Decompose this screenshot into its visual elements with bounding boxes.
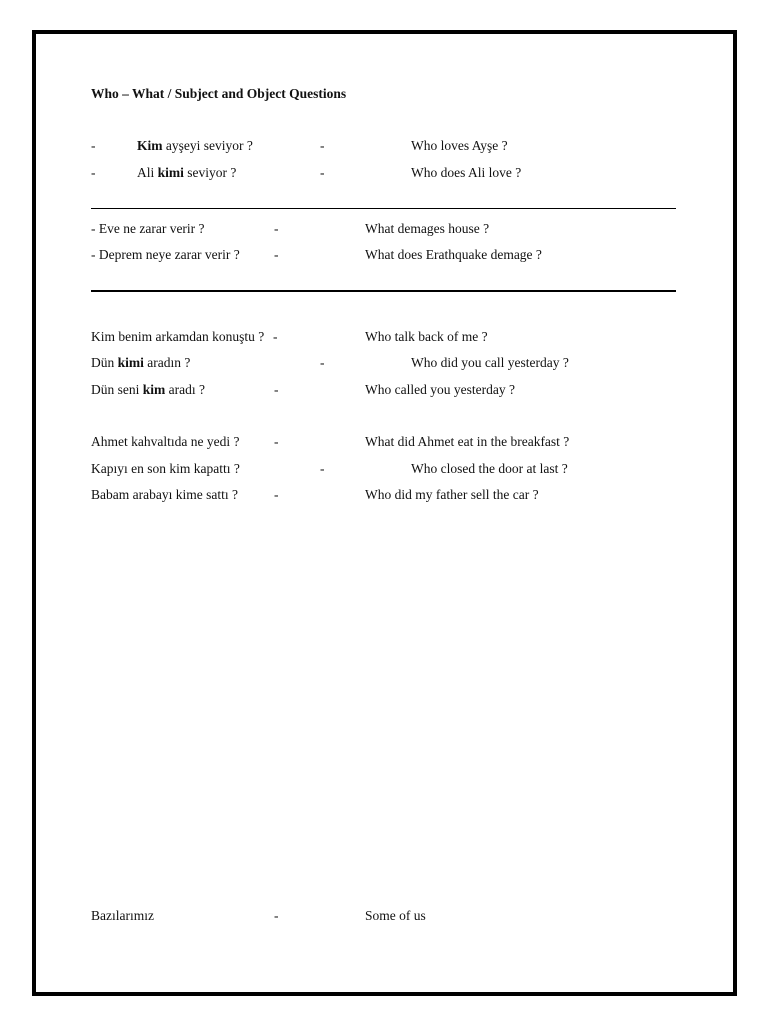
page-title: Who – What / Subject and Object Questions bbox=[91, 86, 347, 101]
sentence-row bbox=[0, 247, 768, 265]
sentence-row bbox=[0, 165, 768, 183]
sentence-row bbox=[0, 138, 768, 156]
english-sentence: What demages house ? bbox=[365, 221, 490, 236]
turkish-sentence: - Eve ne zarar verir ? bbox=[91, 221, 205, 236]
turkish-sentence: Bazılarımız bbox=[91, 908, 154, 923]
sentence-row bbox=[0, 221, 768, 239]
section-divider bbox=[91, 208, 676, 209]
separator-dash: - bbox=[274, 434, 279, 449]
sentence-row bbox=[0, 329, 768, 347]
question-word: kimi bbox=[157, 165, 184, 180]
separator-dash: - bbox=[274, 247, 279, 262]
english-sentence: What did Ahmet eat in the breakfast ? bbox=[365, 434, 570, 449]
english-sentence: Who did my father sell the car ? bbox=[365, 487, 539, 502]
turkish-sentence: Kim ayşeyi seviyor ? bbox=[137, 138, 253, 153]
sentence-row bbox=[0, 487, 768, 505]
english-sentence: What does Erathquake demage ? bbox=[365, 247, 542, 262]
english-sentence: Who does Ali love ? bbox=[411, 165, 522, 180]
separator-dash: - bbox=[273, 329, 278, 344]
sentence-row bbox=[0, 382, 768, 400]
sentence-row bbox=[0, 908, 768, 926]
turkish-sentence: Kapıyı en son kim kapattı ? bbox=[91, 461, 240, 476]
english-sentence: Some of us bbox=[365, 908, 426, 923]
sentence-row bbox=[0, 434, 768, 452]
separator-dash: - bbox=[320, 355, 325, 370]
turkish-sentence: Babam arabayı kime sattı ? bbox=[91, 487, 238, 502]
separator-dash: - bbox=[320, 461, 325, 476]
turkish-sentence: - Deprem neye zarar verir ? bbox=[91, 247, 240, 262]
row-lead-dash: - bbox=[91, 165, 96, 180]
english-sentence: Who loves Ayşe ? bbox=[411, 138, 508, 153]
separator-dash: - bbox=[320, 165, 325, 180]
sentence-row bbox=[0, 355, 768, 373]
separator-dash: - bbox=[274, 382, 279, 397]
question-word: kim bbox=[142, 382, 166, 397]
question-word: Kim bbox=[137, 138, 163, 153]
english-sentence: Who did you call yesterday ? bbox=[411, 355, 569, 370]
turkish-sentence: Dün seni kim aradı ? bbox=[91, 382, 205, 397]
sentence-row bbox=[0, 461, 768, 479]
turkish-sentence: Dün kimi aradın ? bbox=[91, 355, 191, 370]
separator-dash: - bbox=[274, 221, 279, 236]
turkish-sentence: Ali kimi seviyor ? bbox=[137, 165, 237, 180]
english-sentence: Who talk back of me ? bbox=[365, 329, 488, 344]
separator-dash: - bbox=[274, 487, 279, 502]
english-sentence: Who closed the door at last ? bbox=[411, 461, 568, 476]
question-word: kimi bbox=[117, 355, 144, 370]
separator-dash: - bbox=[274, 908, 279, 923]
section-divider bbox=[91, 290, 676, 292]
separator-dash: - bbox=[320, 138, 325, 153]
row-lead-dash: - bbox=[91, 138, 96, 153]
turkish-sentence: Kim benim arkamdan konuştu ? bbox=[91, 329, 265, 344]
english-sentence: Who called you yesterday ? bbox=[365, 382, 515, 397]
turkish-sentence: Ahmet kahvaltıda ne yedi ? bbox=[91, 434, 240, 449]
